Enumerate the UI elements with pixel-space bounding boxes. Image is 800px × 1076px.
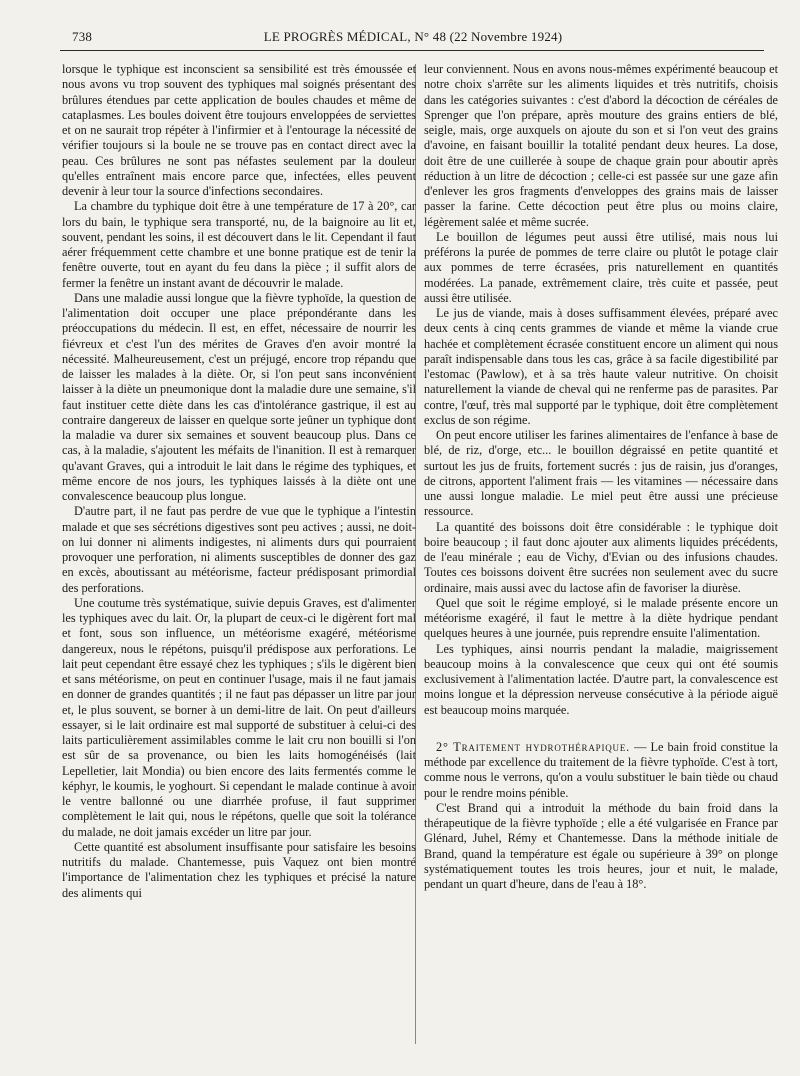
left-column xyxy=(62,62,416,901)
section-heading: 2° Traitement hydrothérapique. xyxy=(436,739,631,754)
paragraph: lorsque le typhique est inconscient sa sensibilité est très émoussée et nous avons vu trop souvent des typhiques mal soignés présentant des brûlures étendues par cette application de boules chaudes et même de cataplasmes. Les boules doivent être toujours enveloppées de serviettes et on ne saurait trop répéter à l'infirmier et à l'entourage la nécessité de vérifier toujours si la boule ne se trouve pas en contact direct avec la peau. Ces brûlures ne sont pas néfastes seulement par la douleur qu'elles entraînent mais encore parce que, infectées, elles peuvent devenir à leur tour la source d'infections secondaires. xyxy=(62,62,416,198)
section-text: — Le bain froid constitue la méthode par excellence du traitement de la fièvre typhoïde. C'est à tort, comme nous le verrons, qu'on a voulu substituer le bain tiède ou chaud pour le rendre moins pénible. xyxy=(424,739,778,800)
page-number: 738 xyxy=(72,29,93,44)
paragraph: Dans une maladie aussi longue que la fièvre typhoïde, la question de l'alimentation doit occuper une place prépondérante dans les préoccupations du médecin. Il est, en effet, nécessaire de nourrir les fiévreux et c'est l'un des mérites de Graves d'en avoir montré la nécessité. Malheureusement, c'est un préjugé, encore trop répandu que de laisser les malades à la diète. Or, si l'on peut sans inconvénient laisser à la diète un pneumonique dont la maladie dure une semaine, s'il faut instituer cette diète dans les cas d'intolérance gastrique, il est au contraire dangereux de laisser en quelque sorte jeûner un typhique dont la maladie va durer six semaines et souvent beaucoup plus. Dans ce cas, à la maladie, s'ajoutent les méfaits de l'inanition. Il est à remarquer qu'avant Graves, qui a introduit le lait dans le régime des typhiques, et même encore de nos jours, les typhiques laissés à la diète ont une convalescence beaucoup plus longue. xyxy=(62,290,416,503)
paragraph: On peut encore utiliser les farines alimentaires de l'enfance à base de blé, de riz, d'orge, etc... le bouillon dégraissé en petite quantité et surtout les jus de fruits, fortement sucrés : jus de raisin, jus d'oranges, de citrons, apportent l'aliment frais — les vitamines — nécessaire dans une aussi longue maladie. Le miel peut être aussi une précieuse ressource. xyxy=(424,428,778,519)
paragraph: La chambre du typhique doit être à une température de 17 à 20°, car lors du bain, le typhique sera transporté, nu, de la baignoire au lit et, souvent, pendant les soins, il est découvert dans le lit. Cependant il faut aérer fréquemment cette chambre et une bonne pratique est de tenir la fenêtre ouverte, tout en ayant du feu dans la pièce ; il suffit alors de fermer la fenêtre un instant avant de découvrir le malade. xyxy=(62,199,416,290)
paragraph: C'est Brand qui a introduit la méthode du bain froid dans la thérapeutique de la fièvre typhoïde ; elle a été vulgarisée en France par Glénard, Juhel, Rémy et Chantemesse. Dans la méthode initiale de Brand, quand la température est égale ou supérieure à 39° on plonge systématiquement toutes les trois heures, jour et nuit, le malade, pendant un quart d'heure, dans de l'eau à 18°. xyxy=(424,800,778,891)
paragraph: leur conviennent. Nous en avons nous-mêmes expérimenté beaucoup et notre choix s'arrête sur les aliments liquides et très nutritifs, choisis dans les catégories suivantes : c'est d'abord la décoction de céréales de Sprenger que l'on prépare, après mouture des grains entiers de blé, seigle, mais, orge auxquels on ajoute du son et si l'on veut des grains d'avoine, en faisant bouillir la totalité pendant deux heures. La dose, doit être de une cuillerée à soupe de chaque grain pour aboutir après réduction à un litre de décoction ; celle-ci est passée sur une gaze afin d'enlever les gros fragments d'enveloppes des grains mais de laisser passer la farine. Cette décoction peut être plus ou moins claire, légèrement salée et même sucrée. xyxy=(424,62,778,229)
right-column xyxy=(424,62,778,892)
paragraph: Les typhiques, ainsi nourris pendant la maladie, maigrissement beaucoup moins à la convalescence que ceux qui ont été soumis exclusivement à l'alimentation lactée. D'autre part, la convalescence est moins longue et la dépression nerveuse consécutive à la période aiguë est beaucoup moins marquée. xyxy=(424,641,778,717)
running-title: LE PROGRÈS MÉDICAL, N° 48 (22 Novembre 1924) xyxy=(263,29,563,44)
paragraph: Le bouillon de légumes peut aussi être utilisé, mais nous lui préférons la purée de pommes de terre claire ou plutôt le potage clair aux pommes de terre écrasées, pris naturellement en quantités modérées. La panade, extrêmement claire, très cuite et passée, peut aussi être utilisée. xyxy=(424,229,778,305)
paragraph: Cette quantité est absolument insuffisante pour satisfaire les besoins nutritifs du malade. Chantemesse, puis Vaquez ont bien montré l'importance de l'alimentation chez les typhiques et précisé la nature des aliments qui xyxy=(62,839,416,900)
section-paragraph xyxy=(424,740,778,801)
paragraph: Le jus de viande, mais à doses suffisamment élevées, préparé avec deux cents à cinq cents grammes de viande et même la viande crue hachée et complètement écrasée constituent encore un aliment qui nous paraît indispensable dans tous les cas, grâce à sa facile digestibilité par l'estomac (Pawlow), et à sa très haute valeur nutritive. On choisit naturellement la viande de cheval qui ne renferme pas de parasites. Par contre, l'œuf, très mal supporté par le typhique, doit être complètement exclus de son régime. xyxy=(424,306,778,427)
paragraph: Une coutume très systématique, suivie depuis Graves, est d'alimenter les typhiques avec du lait. Or, la plupart de ceux-ci le digèrent fort mal et font, sous son influence, un météorisme exagéré, météorisme dangereux, nous le répétons, puisqu'il prédispose aux perforations. Le lait peut cependant être essayé chez les typhiques ; s'ils le digèrent bien et sans météorisme, on peut en continuer l'usage, mais il ne faut jamais en donner de grandes quantités ; il ne faut pas dépasser un litre par jour et, le plus souvent, se borner à un demi-litre de lait. On peut d'ailleurs essayer, si le lait ordinaire est mal supporté de substituer à celui-ci des laits particulièrement assimilables comme le lait cru non bouilli si l'on est sûr de sa provenance, ou bien les laits homogénéisés (lait Lepelletier, lait Mondia) ou bien encore des laits fermentés comme le képhyr, le koumis, le yoghourt. Si cependant le malade continue à avoir le ventre ballonné ou une diarrhée profuse, il faut supprimer complètement le lait qui, nous le répétons, quelle que soit la tolérance du malade, ne doit jamais excéder un litre par jour. xyxy=(62,595,416,839)
paragraph: La quantité des boissons doit être considérable : le typhique doit boire beaucoup ; il faut donc ajouter aux aliments liquides précédents, de l'eau minérale ; eau de Vichy, d'Evian ou des infusions chaudes. Toutes ces boissons doivent être sucrées non seulement avec du sucre ordinaire, mais aussi avec du lactose afin de favoriser la diurèse. xyxy=(424,519,778,595)
header-rule xyxy=(60,50,764,51)
page-header xyxy=(62,26,764,48)
paragraph: D'autre part, il ne faut pas perdre de vue que le typhique a l'intestin malade et que ses sécrétions digestives sont peu actives ; aussi, ne doit-on lui donner ni aliments indigestes, ni aliments durs qui pourraient provoquer une perforation, ni aliments susceptibles de donner des gaz en excès, aboutissant au météorisme, facteur prédisposant primordial des perforations. xyxy=(62,504,416,595)
paragraph: Quel que soit le régime employé, si le malade présente encore un météorisme exagéré, il faut le mettre à la diète hydrique pendant quelques heures à une journée, puis reprendre ensuite l'alimentation. xyxy=(424,595,778,641)
